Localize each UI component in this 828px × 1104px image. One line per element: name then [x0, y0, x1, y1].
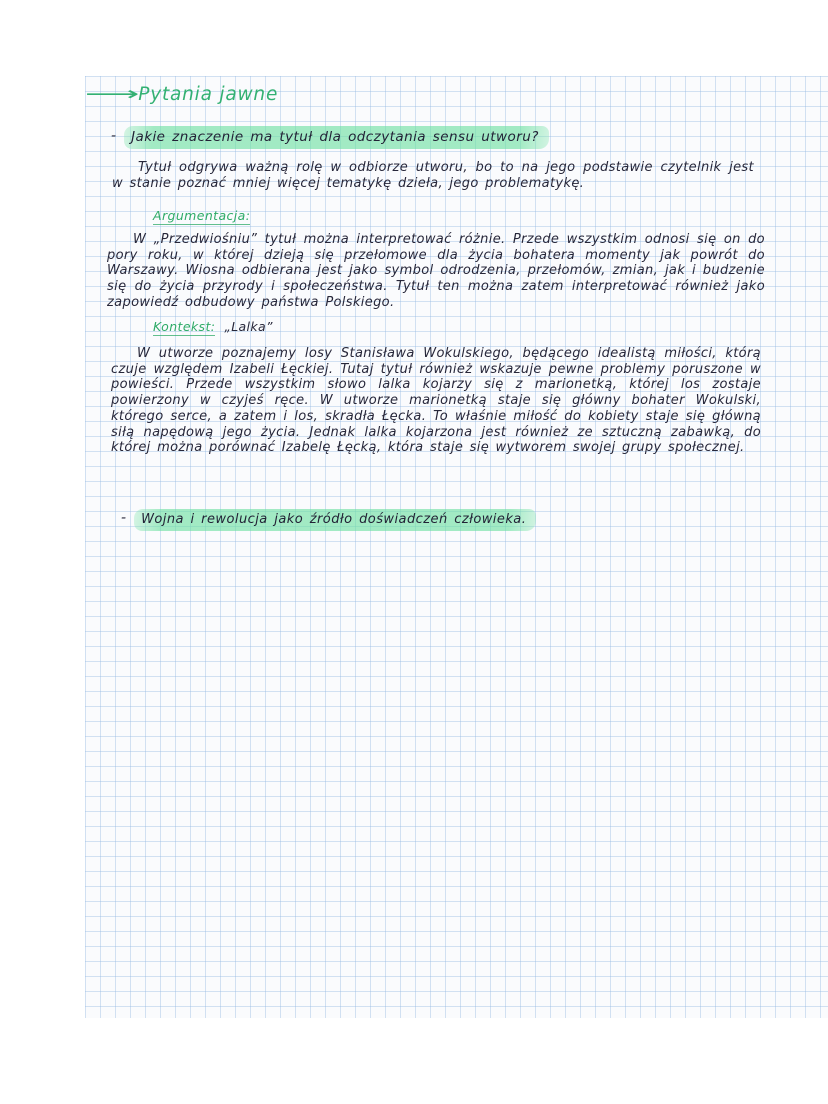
question-item-2: [121, 508, 536, 527]
context-label: [153, 316, 273, 335]
long-arrow-icon: ⟶: [85, 83, 140, 105]
context-label-text: Kontekst:: [153, 319, 216, 334]
intro-paragraph: Tytuł odgrywa ważną rolę w odbiorze utworu, bo to na jego podstawie czytelnik jest w stanie poznać mniej więcej tematykę dzieła, jego problematykę.: [112, 160, 754, 191]
argument-paragraph: W „Przedwiośniu” tytuł można interpretować różnie. Przede wszystkim odnosi się on do pory roku, w której dzieją się przełomowe dla życia bohatera momenty jak powrót do Warszawy. Wiosna odbierana jest jako symbol odrodzenia, przełomów, zmian, jak i budzenie się do życia przyrody i społeczeństwa. Tytuł ten można zatem interpretować również jako zapowiedź odbudowy państwa Polskiego.: [107, 232, 765, 310]
highlighted-question: Wojna i rewolucja jako źródło doświadczeń człowieka.: [134, 509, 536, 531]
context-paragraph: W utworze poznajemy losy Stanisława Wokulskiego, będącego idealistą miłości, którą czuje względem Izabeli Łęckiej. Tutaj tytuł również wskazuje pewne problemy poruszone w powieści. Przede wszystkim słowo lalka kojarzy się z marionetką, której los zostaje powierzony w czyjeś ręce. W utworze marionetką staje się główny bohater Wokulski, którego serce, a zatem i los, skradła Łęcka. To właśnie miłość do kobiety staje się główną siłą napędową jego życia. Jednak lalka kojarzona jest również ze sztuczną zabawką, do której można porównać Izabelę Łęcką, która staje się wytworem swojej grupy społecznej.: [111, 346, 761, 456]
grid-paper: [85, 76, 828, 1018]
page-title: Pytania jawne: [138, 84, 279, 105]
bullet-dash: -: [121, 510, 127, 526]
argument-label: [153, 205, 250, 224]
page-title-row: [85, 84, 278, 105]
question-item-1: [111, 126, 549, 145]
context-work-title: „Lalka”: [224, 319, 273, 334]
bullet-dash: -: [111, 128, 117, 144]
highlighted-question: Jakie znaczenie ma tytuł dla odczytania sensu utworu?: [124, 126, 549, 149]
argument-label-text: Argumentacja:: [153, 208, 251, 223]
